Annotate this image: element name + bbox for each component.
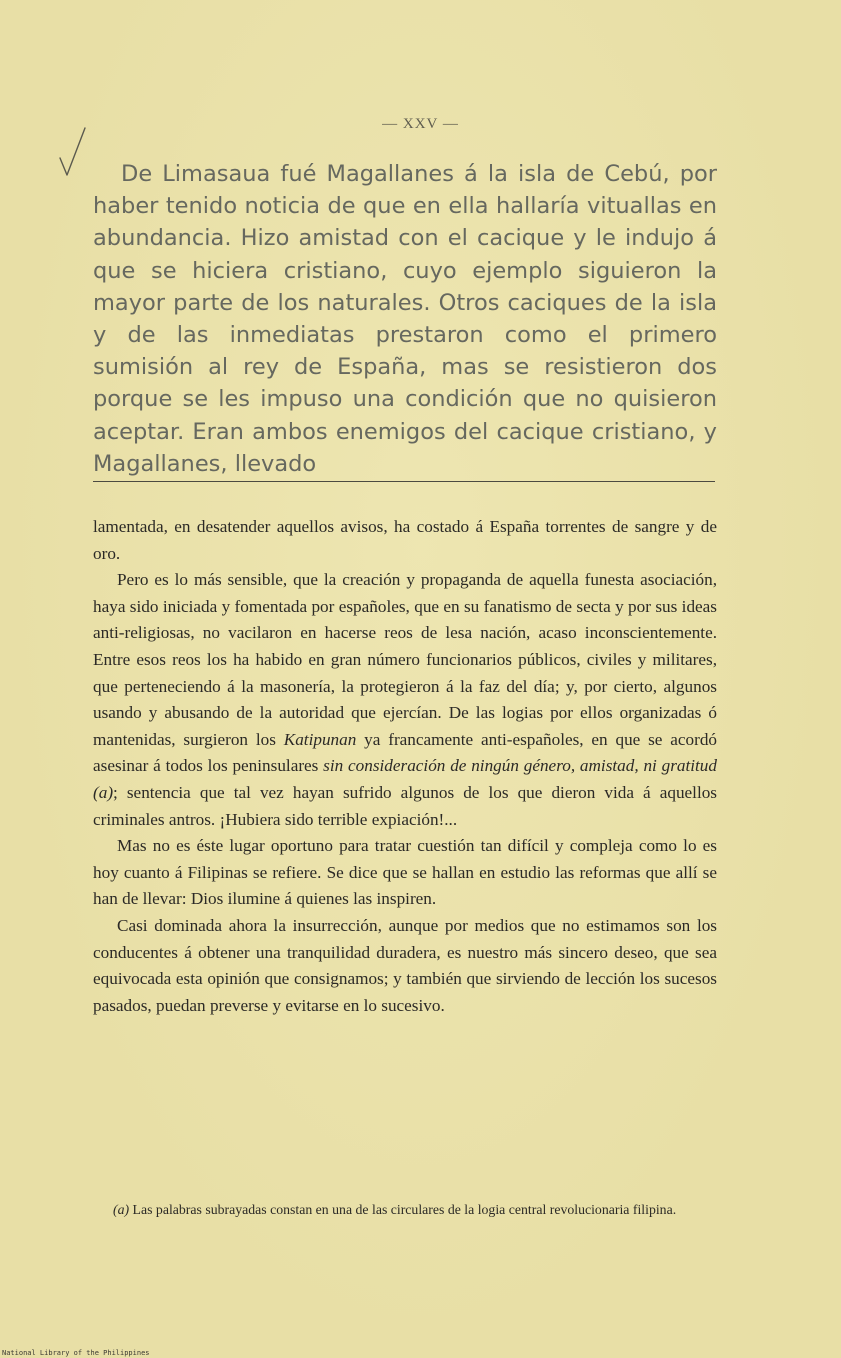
notes-paragraph-4: Casi dominada ahora la insurrección, aunque por medios que no estimamos son los conducentes á obtener una tranquilidad duradera, es nuestro más sincero deseo, que sea equivocada esta opinión que consignamos; y también que sirviendo de lección los sucesos pasados, puedan preverse y evitarse en lo sucesivo. [93,915,717,1015]
footnote-paragraph [93,1199,717,1222]
notes-p2-text-c: ; sentencia que tal vez hayan sufrido algunos de los que dieron vida á aquellos criminales antros. ¡Hubiera sido terrible expiación!... [93,782,717,829]
library-watermark: National Library of the Philippines [2,1349,150,1357]
page-number: — XXV — [382,116,459,132]
footnote-separator-rule [93,481,715,482]
notes-p2-text-a: Pero es lo más sensible, que la creación y propaganda de aquella funesta asociación, haya sido iniciada y fomentada por españoles, que en su fanatismo de secta y por sus ideas anti-religiosas, no vacilaron en hacerse reos de lesa nación, acaso inconscientemente. Entre esos reos los ha habido en gran número funcionarios públicos, civiles y militares, que perteneciendo á la masonería, la protegieron á la faz del día; y, por cierto, algunos usando y abusando de la autoridad que ejercían. De las logias por ellos organizadas ó mantenidas, surgieron los [93,570,717,749]
notes-block [93,514,717,1019]
notes-p2-italic-quote: sin consideración de ningún género, amistad, ni gratitud [323,756,717,776]
notes-paragraph-2 [93,567,717,833]
footnote-text: Las palabras subrayadas constan en una de las circulares de la logia central revolucionaria filipina. [132,1202,677,1217]
notes-p2-footnote-ref: (a) [93,782,114,802]
footnote-mark: (a) [113,1202,130,1217]
notes-paragraph-3: Mas no es éste lugar oportuno para tratar cuestión tan difícil y compleja como lo es hoy cuanto á Filipinas se refiere. Se dice que se hallan en estudio las reformas que allí se han de llevar: Dios ilumine á quienes las inspiren. [93,836,717,909]
notes-p2-italic-katipunan: Katipunan [283,729,357,749]
main-text-block [93,158,717,480]
footnote [93,1199,717,1222]
handwritten-check-mark [58,125,88,180]
notes-p2-text-b: ya francamente anti-españoles, en que se acordó asesinar á todos los peninsulares [93,729,718,776]
main-paragraph: De Limasaua fué Magallanes á la isla de Cebú, por haber tenido noticia de que en ella hallaría vituallas en abundancia. Hizo amistad con el cacique y le indujo á que se hiciera cristiano, cuyo ejemplo siguieron la mayor parte de los naturales. Otros caciques de la isla y de las inmediatas prestaron como el primero sumisión al rey de España, mas se resistieron dos porque se les impuso una condición que no quisieron aceptar. Eran ambos enemigos del cacique cristiano, y Magallanes, llevado [93,161,717,477]
notes-paragraph-1: lamentada, en desatender aquellos avisos, ha costado á España torrentes de sangre y de oro. [93,517,717,563]
